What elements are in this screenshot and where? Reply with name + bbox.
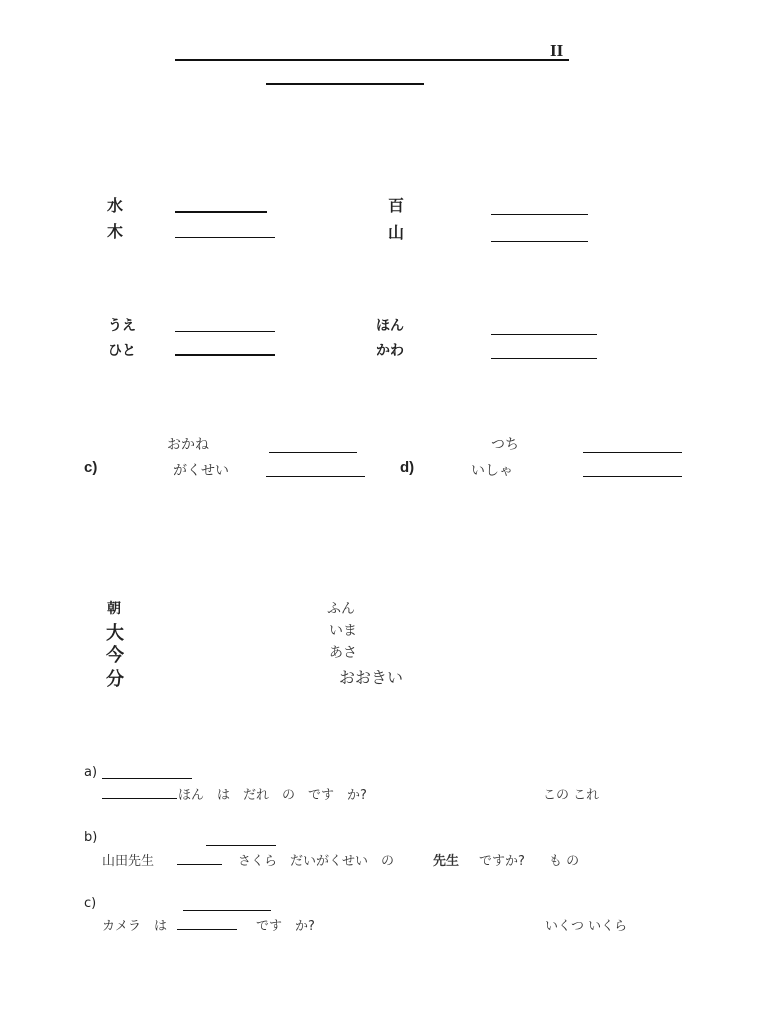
answer-blank[interactable] [102,778,192,779]
answer-blank[interactable] [583,476,682,477]
answer-blank[interactable] [491,214,588,215]
choices-c: いくつ いくら [545,919,628,934]
kana-item: ほん [376,318,404,334]
match-kanji: 大 [106,623,124,644]
match-kanji: 今 [106,645,124,666]
answer-blank[interactable] [269,452,357,453]
title-line [175,59,569,61]
kana-word: つち [491,437,519,453]
choices-b: も の [549,854,580,869]
sentence-b-bold: 先生 [433,854,460,869]
sentence-c-end: です か? [256,919,315,934]
sentence-label-a: a) [84,765,98,780]
answer-blank[interactable] [177,929,237,930]
kanji-item: 山 [388,223,405,242]
question-label-d: d) [400,459,415,476]
kana-item: ひと [108,343,136,359]
answer-blank[interactable] [266,476,365,477]
answer-blank[interactable] [583,452,682,453]
kanji-item: 水 [107,196,124,215]
kana-word: おかね [167,437,209,453]
match-kanji: 分 [106,669,124,690]
sentence-b-name: 山田先生 [102,854,155,869]
kana-word: がくせい [173,463,229,479]
answer-blank[interactable] [491,334,597,335]
kana-item: うえ [108,318,136,334]
sentence-b-end: ですか? [479,854,525,869]
kana-item: かわ [376,343,404,359]
kana-word: いしゃ [471,463,513,479]
subtitle-line [266,83,424,85]
answer-blank[interactable] [206,845,276,846]
sentence-label-c: c) [84,896,97,911]
sentence-b-mid: さくら だいがくせい の [238,854,395,869]
answer-blank[interactable] [175,211,267,213]
choices-a: この これ [543,788,600,803]
match-kanji: 朝 [107,601,121,617]
answer-blank[interactable] [491,241,588,242]
answer-blank[interactable] [177,864,222,865]
match-reading: いま [329,623,357,639]
match-reading: ふん [327,601,355,617]
match-reading: あさ [329,645,357,661]
sentence-label-b: b) [84,830,98,845]
answer-blank[interactable] [175,354,275,356]
answer-blank[interactable] [175,331,275,332]
sentence-a: ほん は だれ の です か? [178,788,367,803]
answer-blank[interactable] [183,910,271,911]
sentence-c-start: カメラ は [102,919,168,934]
answer-blank[interactable] [102,798,177,799]
kanji-item: 百 [388,196,405,215]
answer-blank[interactable] [175,237,275,238]
roman-numeral: II [550,41,564,60]
question-label-c: c) [84,459,98,476]
match-reading: おおきい [339,668,404,687]
kanji-item: 木 [107,222,124,241]
answer-blank[interactable] [491,358,597,359]
